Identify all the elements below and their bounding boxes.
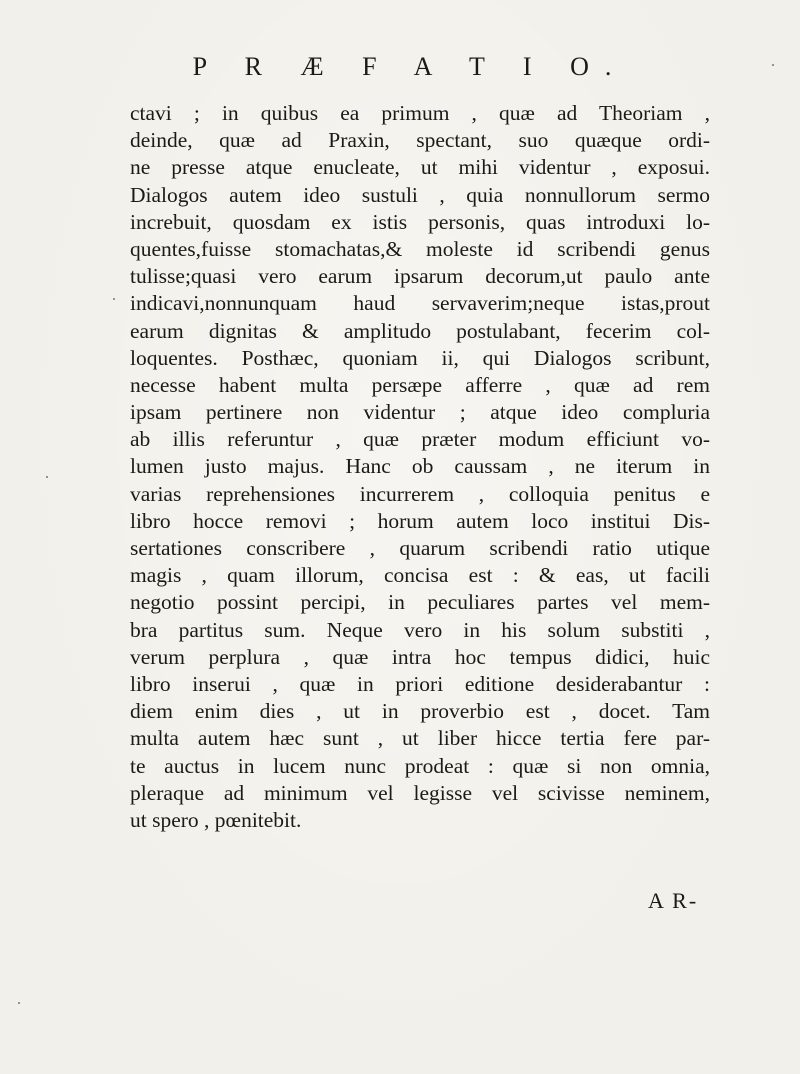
- text-line: negotio possint percipi, in peculiares partes vel mem-: [130, 590, 710, 615]
- text-line: ne presse atque enucleate, ut mihi videntur , exposui.: [130, 155, 710, 180]
- text-line: quentes,fuisse stomachatas,& moleste id scribendi genus: [130, 236, 710, 261]
- text-line: ipsam pertinere non videntur ; atque ideo compluria: [130, 400, 710, 425]
- text-line: bra partitus sum. Neque vero in his solum substiti ,: [130, 617, 710, 642]
- paper-speck: [46, 476, 48, 478]
- text-line: diem enim dies , ut in proverbio est , docet. Tam: [130, 699, 710, 724]
- text-line: lumen justo majus. Hanc ob caussam , ne iterum in: [130, 454, 710, 479]
- text-line: necesse habent multa persæpe afferre , quæ ad rem: [130, 372, 710, 397]
- text-line: indicavi,nonnunquam haud servaverim;neque istas,prout: [130, 291, 710, 316]
- paper-speck: [18, 1002, 20, 1004]
- catchword: A R-: [648, 888, 699, 913]
- text-line: verum perplura , quæ intra hoc tempus didici, huic: [130, 644, 710, 669]
- text-line: multa autem hæc sunt , ut liber hicce tertia fere par-: [130, 726, 710, 751]
- paper-speck: [113, 298, 115, 300]
- text-line: ab illis referuntur , quæ præter modum efficiunt vo-: [130, 427, 710, 452]
- text-line: earum dignitas & amplitudo postulabant, fecerim col-: [130, 318, 710, 343]
- page-header-title: P R Æ F A T I O.: [192, 52, 628, 81]
- text-line: pleraque ad minimum vel legisse vel scivisse neminem,: [130, 780, 710, 805]
- text-line: ctavi ; in quibus ea primum , quæ ad Theoriam ,: [130, 101, 710, 125]
- text-line: loquentes. Posthæc, quoniam ii, qui Dialogos scribunt,: [130, 345, 710, 370]
- text-line: Dialogos autem ideo sustuli , quia nonnullorum sermo: [130, 182, 710, 207]
- preface-body-text: [130, 100, 710, 834]
- text-line: varias reprehensiones incurrerem , colloquia penitus e: [130, 481, 710, 506]
- text-line: tulisse;quasi vero earum ipsarum decorum,ut paulo ante: [130, 264, 710, 289]
- text-line-last: ut spero , pœnitebit.: [130, 807, 302, 832]
- text-line: te auctus in lucem nunc prodeat : quæ si non omnia,: [130, 753, 710, 778]
- paper-speck: [772, 64, 774, 66]
- text-line: deinde, quæ ad Praxin, spectant, suo quæque ordi-: [130, 128, 710, 153]
- text-line: magis , quam illorum, concisa est : & eas, ut facili: [130, 563, 710, 588]
- text-line: libro hocce removi ; horum autem loco institui Dis-: [130, 508, 710, 533]
- text-line: sertationes conscribere , quarum scribendi ratio utique: [130, 536, 710, 560]
- text-line: libro inserui , quæ in priori editione desiderabantur :: [130, 671, 710, 696]
- text-line: increbuit, quosdam ex istis personis, quas introduxi lo-: [130, 209, 710, 234]
